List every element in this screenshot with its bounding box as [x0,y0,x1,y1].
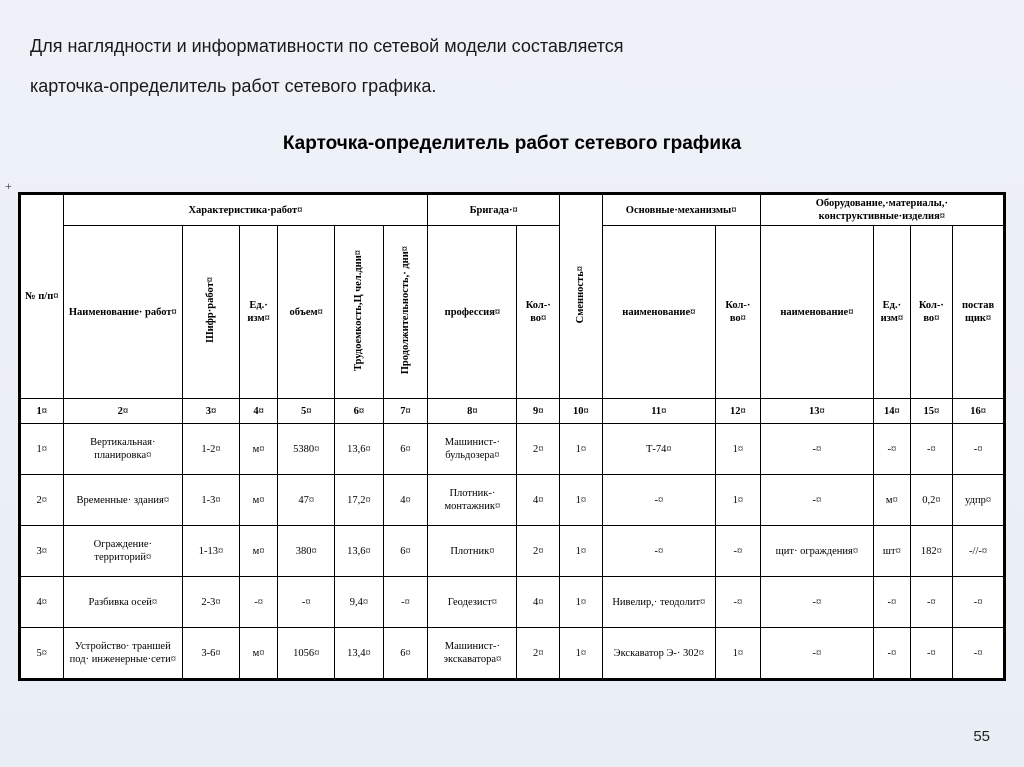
cell-brigade-qty: 2¤ [517,526,560,577]
cell-shift: 1¤ [560,475,603,526]
table-row [21,628,1004,679]
work-card-table-container [18,192,1006,681]
header-equipment-name-label: наименование¤ [780,306,854,318]
header-row-number [21,195,64,399]
table-row [21,577,1004,628]
cell-equipment-supplier: -¤ [953,577,1004,628]
cell-cipher: 1-13¤ [183,526,240,577]
colnum-5: 5¤ [278,399,335,424]
cell-equipment-name: -¤ [760,475,873,526]
header-duration [383,226,428,399]
header-equipment-qty-label: Кол-· во¤ [918,300,944,325]
cell-brigade-qty: 4¤ [517,475,560,526]
colnum-9: 9¤ [517,399,560,424]
cell-mechanism-qty: -¤ [716,577,761,628]
cell-unit: м¤ [239,628,278,679]
cell-duration: -¤ [383,577,428,628]
header-cipher-label: Шифр·работ¤ [205,277,217,344]
cell-equipment-unit: -¤ [874,577,910,628]
header-equipment-unit-label: Ед.· изм¤ [880,300,904,325]
header-row-number-label: № п/п¤ [25,291,59,303]
header-mechanism-name [602,226,715,399]
table-move-handle-icon[interactable]: + [5,179,12,193]
cell-profession: Плотник-· монтажник¤ [428,475,517,526]
cell-equipment-qty: -¤ [910,424,953,475]
header-equipment-name [760,226,873,399]
cell-cipher: 2-3¤ [183,577,240,628]
cell-shift: 1¤ [560,424,603,475]
colnum-3: 3¤ [183,399,240,424]
cell-profession: Машинист-· экскаватора¤ [428,628,517,679]
header-group-brigade-label: Бригада·¤ [469,204,518,216]
header-mechanism-name-label: наименование¤ [622,306,696,318]
header-group-characteristics-label: Характеристика·работ¤ [188,204,303,216]
cell-mechanism-name: -¤ [602,526,715,577]
cell-work-name: Вертикальная· планировка¤ [63,424,183,475]
intro-text [30,26,990,106]
table-row [21,526,1004,577]
page-number: 55 [973,728,990,745]
cell-shift: 1¤ [560,628,603,679]
header-volume [278,226,335,399]
cell-duration: 6¤ [383,526,428,577]
cell-mechanism-qty: -¤ [716,526,761,577]
cell-labor: 13,6¤ [335,526,384,577]
header-group-mechanisms [602,195,760,226]
cell-work-name: Устройство· траншей под· инженерные·сети¤ [63,628,183,679]
table-row [21,424,1004,475]
cell-unit: м¤ [239,526,278,577]
colnum-10: 10¤ [560,399,603,424]
header-name-of-work-label: Наименование· работ¤ [68,306,177,318]
cell-brigade-qty: 2¤ [517,424,560,475]
cell-row-number: 4¤ [21,577,64,628]
header-labor [335,226,384,399]
cell-volume: 1056¤ [278,628,335,679]
cell-row-number: 1¤ [21,424,64,475]
cell-shift: 1¤ [560,526,603,577]
cell-work-name: Ограждение· территорий¤ [63,526,183,577]
page-title: Карточка-определитель работ сетевого графика [282,133,742,154]
cell-labor: 13,6¤ [335,424,384,475]
colnum-16: 16¤ [953,399,1004,424]
header-shift-label: Сменность¤ [575,265,587,324]
cell-labor: 17,2¤ [335,475,384,526]
cell-row-number: 5¤ [21,628,64,679]
cell-volume: 5380¤ [278,424,335,475]
header-equipment-qty [910,226,953,399]
colnum-8: 8¤ [428,399,517,424]
header-group-equipment [760,195,1003,226]
faded-subtitle [340,176,700,188]
colnum-4: 4¤ [239,399,278,424]
colnum-11: 11¤ [602,399,715,424]
table-row [21,475,1004,526]
header-cipher [183,226,240,399]
table-column-number-row [21,399,1004,424]
cell-row-number: 2¤ [21,475,64,526]
cell-equipment-supplier: -//-¤ [953,526,1004,577]
cell-duration: 6¤ [383,628,428,679]
cell-equipment-supplier: -¤ [953,628,1004,679]
intro-line-2: карточка-определитель работ сетевого графика. [30,76,437,96]
cell-duration: 4¤ [383,475,428,526]
cell-cipher: 1-2¤ [183,424,240,475]
cell-equipment-supplier: -¤ [953,424,1004,475]
cell-equipment-supplier: удпр¤ [953,475,1004,526]
intro-line-1: Для наглядности и информативности по сетевой модели составляется [30,36,624,56]
colnum-15: 15¤ [910,399,953,424]
table-sub-header-row [21,226,1004,399]
cell-volume: 380¤ [278,526,335,577]
cell-mechanism-qty: 1¤ [716,475,761,526]
cell-work-name: Временные· здания¤ [63,475,183,526]
header-group-characteristics [63,195,428,226]
header-group-equipment-label: Оборудование,·материалы,· конструктивные·изделия¤ [815,198,948,223]
cell-duration: 6¤ [383,424,428,475]
cell-brigade-qty: 2¤ [517,628,560,679]
cell-equipment-name: -¤ [760,424,873,475]
cell-mechanism-name: Т-74¤ [602,424,715,475]
cell-equipment-name: щит· ограждения¤ [760,526,873,577]
header-duration-label: Продолжительность,· дни¤ [400,246,411,375]
cell-equipment-unit: -¤ [874,424,910,475]
cell-profession: Машинист-· бульдозера¤ [428,424,517,475]
header-profession-label: профессия¤ [444,306,501,318]
cell-mechanism-name: Экскаватор Э-· 302¤ [602,628,715,679]
colnum-13: 13¤ [760,399,873,424]
cell-mechanism-name: Нивелир,· теодолит¤ [602,577,715,628]
header-mechanism-qty-label: Кол-· во¤ [725,300,751,325]
cell-equipment-name: -¤ [760,577,873,628]
header-group-mechanisms-label: Основные·механизмы¤ [625,204,737,216]
table-group-header-row [21,195,1004,226]
cell-labor: 13,4¤ [335,628,384,679]
cell-cipher: 3-6¤ [183,628,240,679]
cell-equipment-unit: м¤ [874,475,910,526]
cell-equipment-qty: 182¤ [910,526,953,577]
colnum-12: 12¤ [716,399,761,424]
cell-profession: Геодезист¤ [428,577,517,628]
header-brigade-qty-label: Кол-· во¤ [525,300,551,325]
cell-equipment-unit: шт¤ [874,526,910,577]
header-equipment-unit [874,226,910,399]
header-unit [239,226,278,399]
header-labor-label: Трудоемкость,Ц чел.дни¤ [353,249,365,371]
cell-unit: -¤ [239,577,278,628]
colnum-6: 6¤ [335,399,384,424]
cell-mechanism-name: -¤ [602,475,715,526]
header-name-of-work [63,226,183,399]
cell-equipment-name: -¤ [760,628,873,679]
cell-row-number: 3¤ [21,526,64,577]
header-group-brigade [428,195,560,226]
header-unit-label: Ед.· изм¤ [247,300,270,325]
colnum-14: 14¤ [874,399,910,424]
cell-equipment-qty: -¤ [910,577,953,628]
cell-unit: м¤ [239,475,278,526]
header-profession [428,226,517,399]
header-equipment-supplier [953,226,1004,399]
header-volume-label: объем¤ [289,306,323,318]
cell-volume: -¤ [278,577,335,628]
cell-mechanism-qty: 1¤ [716,628,761,679]
cell-equipment-unit: -¤ [874,628,910,679]
cell-labor: 9,4¤ [335,577,384,628]
colnum-1: 1¤ [21,399,64,424]
header-mechanism-qty [716,226,761,399]
cell-mechanism-qty: 1¤ [716,424,761,475]
cell-profession: Плотник¤ [428,526,517,577]
header-brigade-qty [517,226,560,399]
header-equipment-supplier-label: постав щик¤ [961,300,995,325]
cell-cipher: 1-3¤ [183,475,240,526]
cell-volume: 47¤ [278,475,335,526]
cell-equipment-qty: -¤ [910,628,953,679]
colnum-7: 7¤ [383,399,428,424]
header-shift [560,195,603,399]
cell-equipment-qty: 0,2¤ [910,475,953,526]
work-card-table [20,194,1004,679]
cell-shift: 1¤ [560,577,603,628]
cell-brigade-qty: 4¤ [517,577,560,628]
colnum-2: 2¤ [63,399,183,424]
cell-unit: м¤ [239,424,278,475]
cell-work-name: Разбивка осей¤ [63,577,183,628]
